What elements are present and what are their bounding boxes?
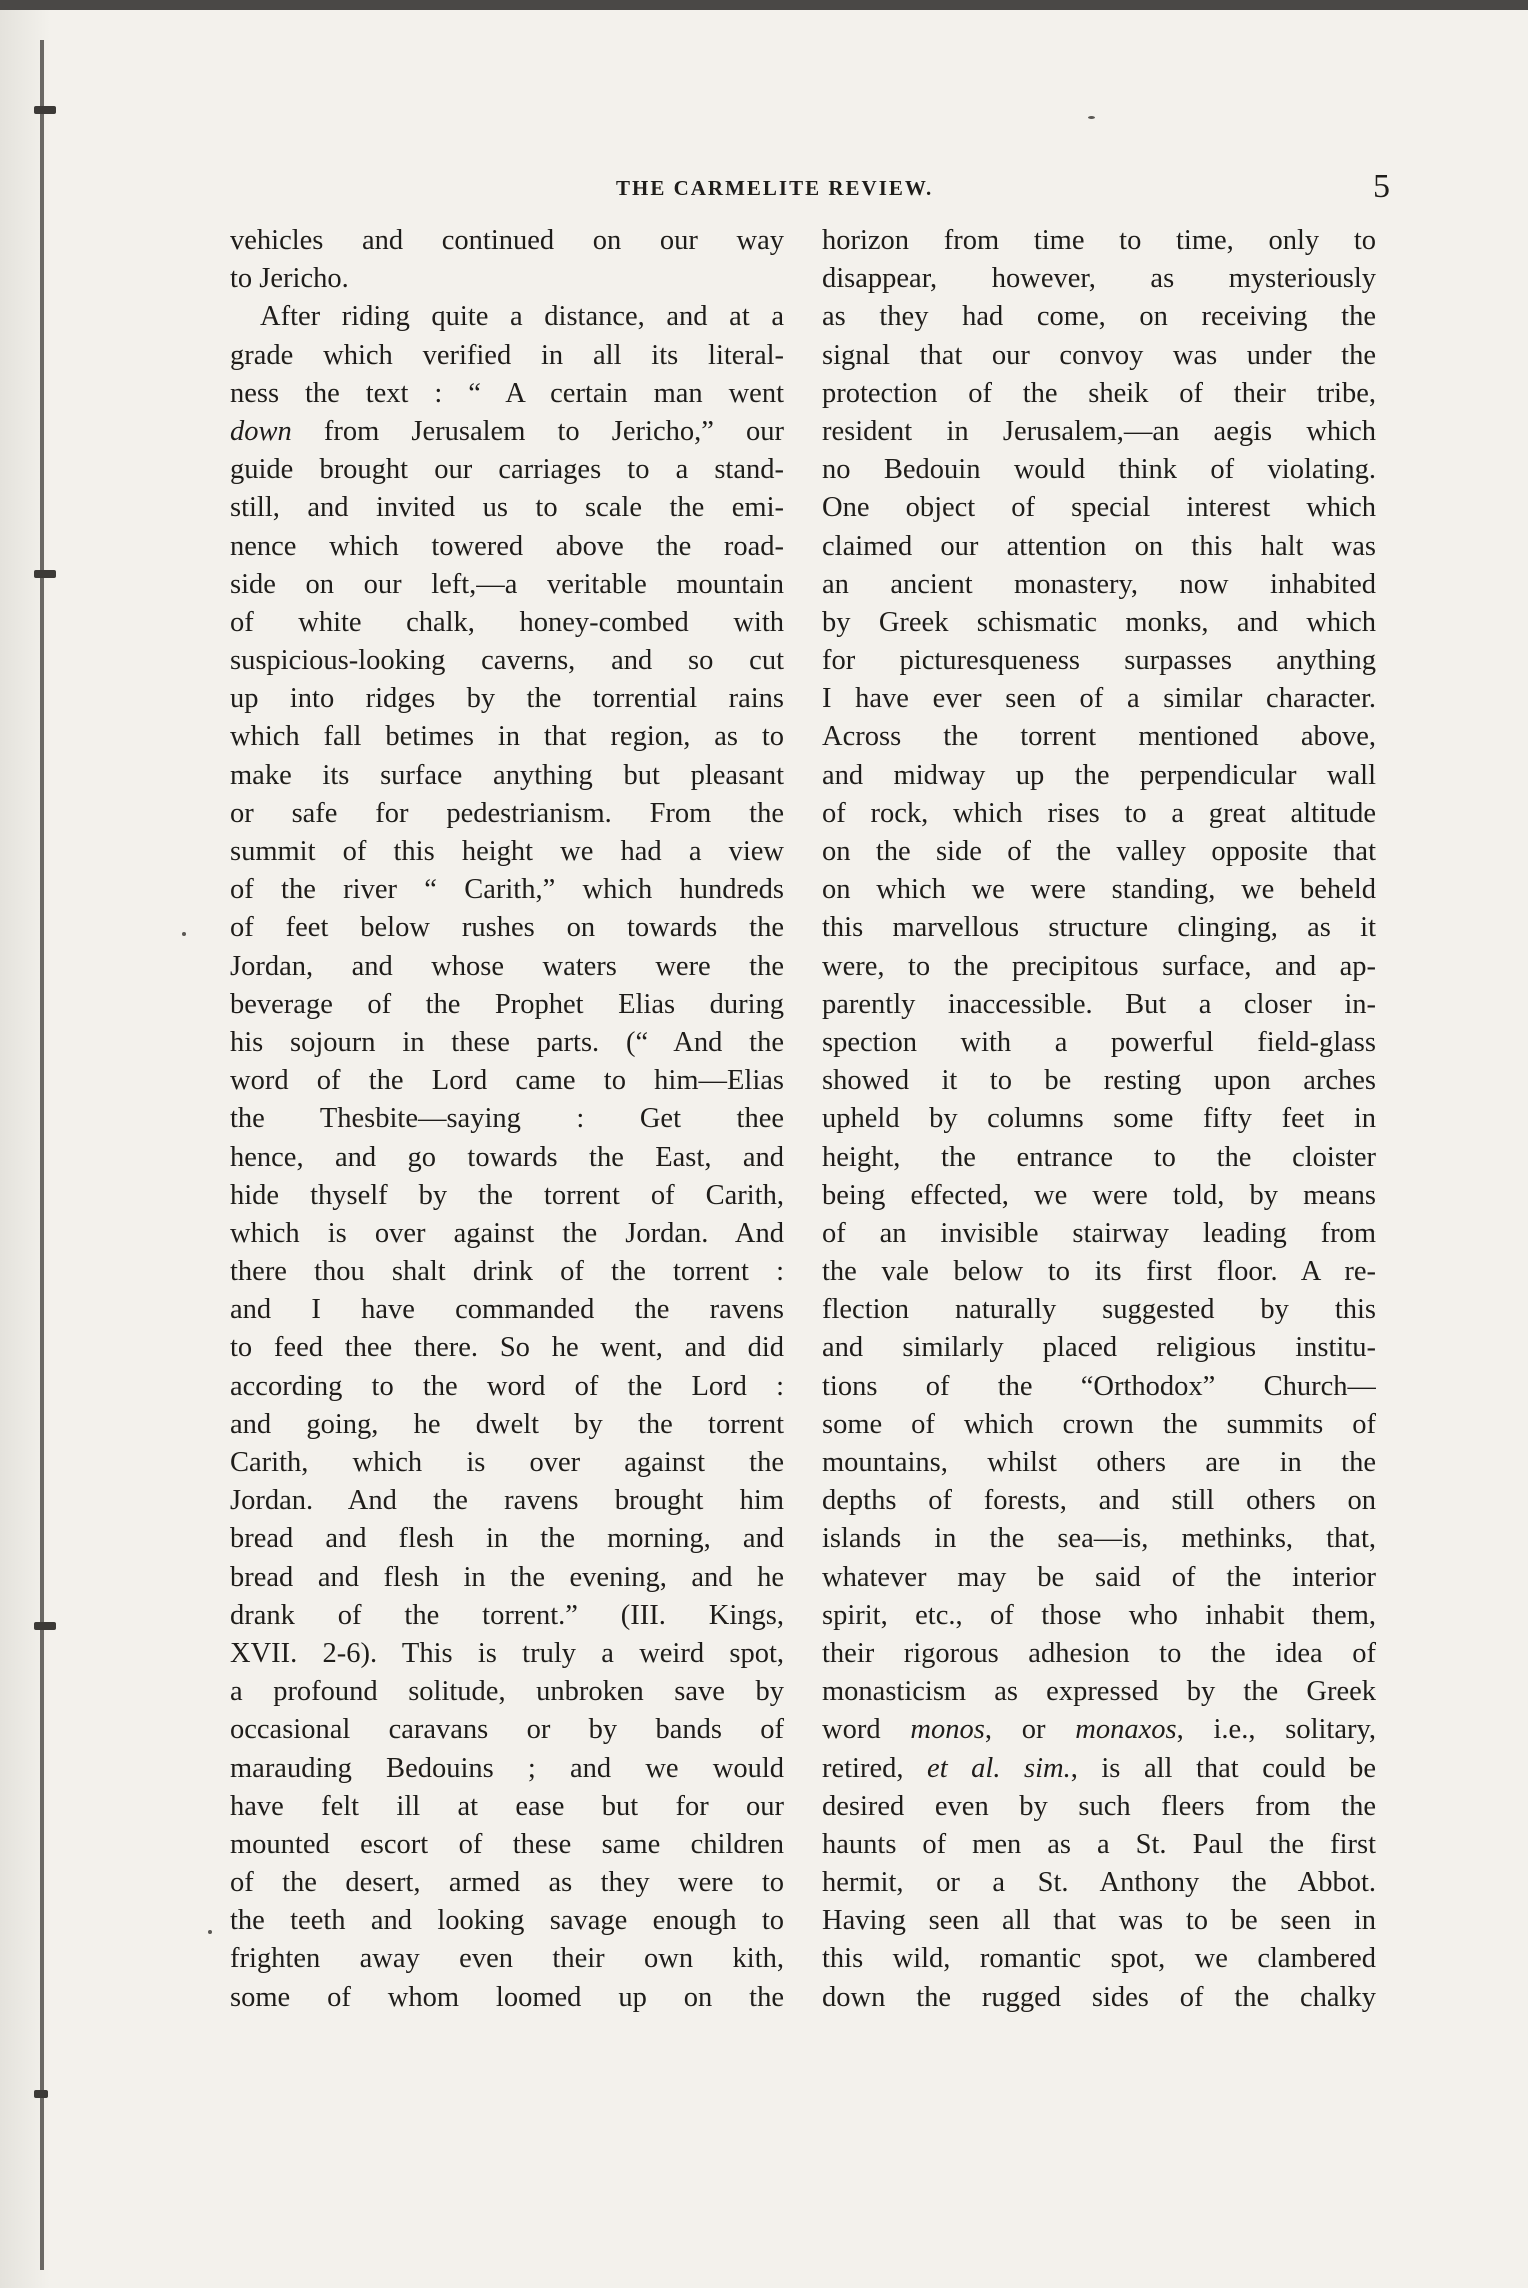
- text-line: spection with a powerful field-glass: [822, 1026, 1376, 1058]
- text-line: on the side of the valley opposite that: [822, 836, 1376, 867]
- text-line: were, to the precipitous surface, and ap-: [822, 950, 1376, 982]
- italic-text: et al. sim.: [927, 1752, 1071, 1784]
- text-line: height, the entrance to the cloister: [822, 1141, 1376, 1173]
- text-run: retired,: [822, 1752, 928, 1784]
- text-line: hence, and go towards the East, and: [230, 1141, 784, 1173]
- text-line: drank of the torrent.” (III. Kings,: [230, 1599, 784, 1631]
- text-line: the vale below to its first floor. A re-: [822, 1256, 1376, 1288]
- text-line: spirit, etc., of those who inhabit them,: [822, 1599, 1376, 1631]
- text-line: and going, he dwelt by the torrent: [230, 1408, 784, 1440]
- binding-mark: [34, 106, 56, 114]
- scan-top-edge: [0, 0, 1528, 10]
- text-line: the teeth and looking savage enough to: [230, 1905, 784, 1937]
- text-line: haunts of men as a St. Paul the first: [822, 1828, 1376, 1860]
- text-line: [822, 1711, 1376, 1749]
- binding-mark: [34, 570, 56, 578]
- text-line: whatever may be said of the interior: [822, 1561, 1376, 1593]
- text-line: an ancient monastery, now inhabited: [822, 568, 1376, 600]
- text-line: occasional caravans or by bands of: [230, 1714, 784, 1746]
- text-line: and I have commanded the ravens: [230, 1294, 784, 1326]
- text-line: Across the torrent mentioned above,: [822, 721, 1376, 753]
- text-line: word of the Lord came to him—Elias: [230, 1065, 784, 1097]
- text-line: side on our left,—a veritable mountain: [230, 568, 784, 600]
- text-line: upheld by columns some fifty feet in: [822, 1103, 1376, 1135]
- text-line: Having seen all that was to be seen in: [822, 1905, 1376, 1937]
- text-line: disappear, however, as mysteriously: [822, 263, 1376, 295]
- text-line: Jordan. And the ravens brought him: [230, 1485, 784, 1517]
- text-line: Carith, which is over against the: [230, 1447, 784, 1478]
- left-text-column: [230, 222, 784, 2017]
- page-number: 5: [1373, 168, 1390, 205]
- text-line: desired even by such fleers from the: [822, 1790, 1376, 1822]
- text-line: or safe for pedestrianism. From the: [230, 797, 784, 829]
- text-line: this wild, romantic spot, we clambered: [822, 1943, 1376, 1975]
- text-line: protection of the sheik of their tribe,: [822, 377, 1376, 409]
- text-line: their rigorous adhesion to the idea of: [822, 1637, 1376, 1669]
- text-line: there thou shalt drink of the torrent :: [230, 1256, 784, 1288]
- text-line: nence which towered above the road-: [230, 530, 784, 562]
- text-run: word: [822, 1714, 911, 1746]
- italic-text: monaxos: [1075, 1714, 1177, 1746]
- text-line: down the rugged sides of the chalky: [822, 1981, 1376, 2013]
- text-line: no Bedouin would think of violating.: [822, 454, 1376, 486]
- text-line: of white chalk, honey-combed with: [230, 606, 784, 638]
- text-line: grade which verified in all its literal-: [230, 339, 784, 371]
- text-line: resident in Jerusalem,—an aegis which: [822, 415, 1376, 447]
- text-line: of rock, which rises to a great altitude: [822, 797, 1376, 829]
- text-line: being effected, we were told, by means: [822, 1179, 1376, 1211]
- text-line: as they had come, on receiving the: [822, 301, 1376, 333]
- text-line: of feet below rushes on towards the: [230, 912, 784, 944]
- page-binding-edge: [0, 10, 50, 2288]
- scan-speck: [1088, 116, 1095, 119]
- text-line: which is over against the Jordan. And: [230, 1217, 784, 1249]
- text-line: to Jericho.: [230, 263, 349, 295]
- text-line: parently inaccessible. But a closer in-: [822, 988, 1376, 1020]
- text-line: marauding Bedouins ; and we would: [230, 1752, 784, 1784]
- text-line: [230, 413, 784, 451]
- italic-text: monos: [910, 1714, 985, 1746]
- text-line: beverage of the Prophet Elias during: [230, 988, 784, 1020]
- text-line: of the river “ Carith,” which hundreds: [230, 874, 784, 906]
- text-line: horizon from time to time, only to: [822, 225, 1376, 256]
- right-text-column: [822, 222, 1376, 2017]
- text-line: to feed thee there. So he went, and did: [230, 1332, 784, 1364]
- text-line: guide brought our carriages to a stand-: [230, 454, 784, 486]
- binding-mark: [34, 2090, 48, 2098]
- text-line: vehicles and continued on our way: [230, 225, 784, 256]
- text-line: I have ever seen of a similar character.: [822, 683, 1376, 715]
- text-line: of the desert, armed as they were to: [230, 1867, 784, 1899]
- text-line: tions of the “Orthodox” Church—: [822, 1370, 1376, 1402]
- text-line: which fall betimes in that region, as to: [230, 721, 784, 753]
- text-run: , i.e., solitary,: [1176, 1714, 1376, 1746]
- text-line: according to the word of the Lord :: [230, 1370, 784, 1402]
- text-line: and similarly placed religious institu-: [822, 1332, 1376, 1364]
- text-line: mounted escort of these same children: [230, 1828, 784, 1860]
- text-run: , or: [984, 1714, 1076, 1746]
- text-line: some of which crown the summits of: [822, 1408, 1376, 1440]
- text-run: from Jerusalem to Jericho,” our: [291, 415, 784, 447]
- text-line: his sojourn in these parts. (“ And the: [230, 1026, 784, 1058]
- text-line: up into ridges by the torrential rains: [230, 683, 784, 715]
- text-line: XVII. 2-6). This is truly a weird spot,: [230, 1637, 784, 1669]
- text-line: After riding quite a distance, and at a: [260, 301, 784, 333]
- text-line: summit of this height we had a view: [230, 836, 784, 867]
- binding-line: [40, 40, 44, 2270]
- text-line: islands in the sea—is, methinks, that,: [822, 1523, 1376, 1555]
- text-line: depths of forests, and still others on: [822, 1485, 1376, 1517]
- text-line: hide thyself by the torrent of Carith,: [230, 1179, 784, 1211]
- text-line: bread and flesh in the morning, and: [230, 1523, 784, 1555]
- scan-speck: [182, 932, 186, 936]
- text-line: for picturesqueness surpasses anything: [822, 645, 1376, 677]
- text-line: and midway up the perpendicular wall: [822, 759, 1376, 791]
- text-line: still, and invited us to scale the emi-: [230, 492, 784, 524]
- text-line: a profound solitude, unbroken save by: [230, 1676, 784, 1708]
- text-line: this marvellous structure clinging, as it: [822, 912, 1376, 944]
- text-line: signal that our convoy was under the: [822, 339, 1376, 371]
- text-line: by Greek schismatic monks, and which: [822, 606, 1376, 638]
- text-line: frighten away even their own kith,: [230, 1943, 784, 1975]
- text-line: One object of special interest which: [822, 492, 1376, 524]
- text-run: , is all that could be: [1070, 1752, 1376, 1784]
- text-line: monasticism as expressed by the Greek: [822, 1676, 1376, 1708]
- italic-text: down: [230, 415, 292, 447]
- text-line: showed it to be resting upon arches: [822, 1065, 1376, 1097]
- text-line: bread and flesh in the evening, and he: [230, 1561, 784, 1593]
- text-line: the Thesbite—saying : Get thee: [230, 1103, 784, 1135]
- text-line: ness the text : “ A certain man went: [230, 377, 784, 409]
- text-line: suspicious-looking caverns, and so cut: [230, 645, 784, 677]
- text-line: on which we were standing, we beheld: [822, 874, 1376, 906]
- text-line: of an invisible stairway leading from: [822, 1217, 1376, 1249]
- text-line: some of whom loomed up on the: [230, 1981, 784, 2013]
- scan-speck: [208, 1930, 212, 1934]
- text-line: claimed our attention on this halt was: [822, 530, 1376, 562]
- page-header: [230, 168, 1390, 218]
- text-line: make its surface anything but pleasant: [230, 759, 784, 791]
- text-line: [822, 1750, 1376, 1788]
- text-line: flection naturally suggested by this: [822, 1294, 1376, 1326]
- text-line: hermit, or a St. Anthony the Abbot.: [822, 1867, 1376, 1899]
- text-line: have felt ill at ease but for our: [230, 1790, 784, 1822]
- text-line: Jordan, and whose waters were the: [230, 950, 784, 982]
- binding-mark: [34, 1622, 56, 1630]
- running-title: THE CARMELITE REVIEW.: [616, 176, 934, 200]
- text-line: mountains, whilst others are in the: [822, 1447, 1376, 1478]
